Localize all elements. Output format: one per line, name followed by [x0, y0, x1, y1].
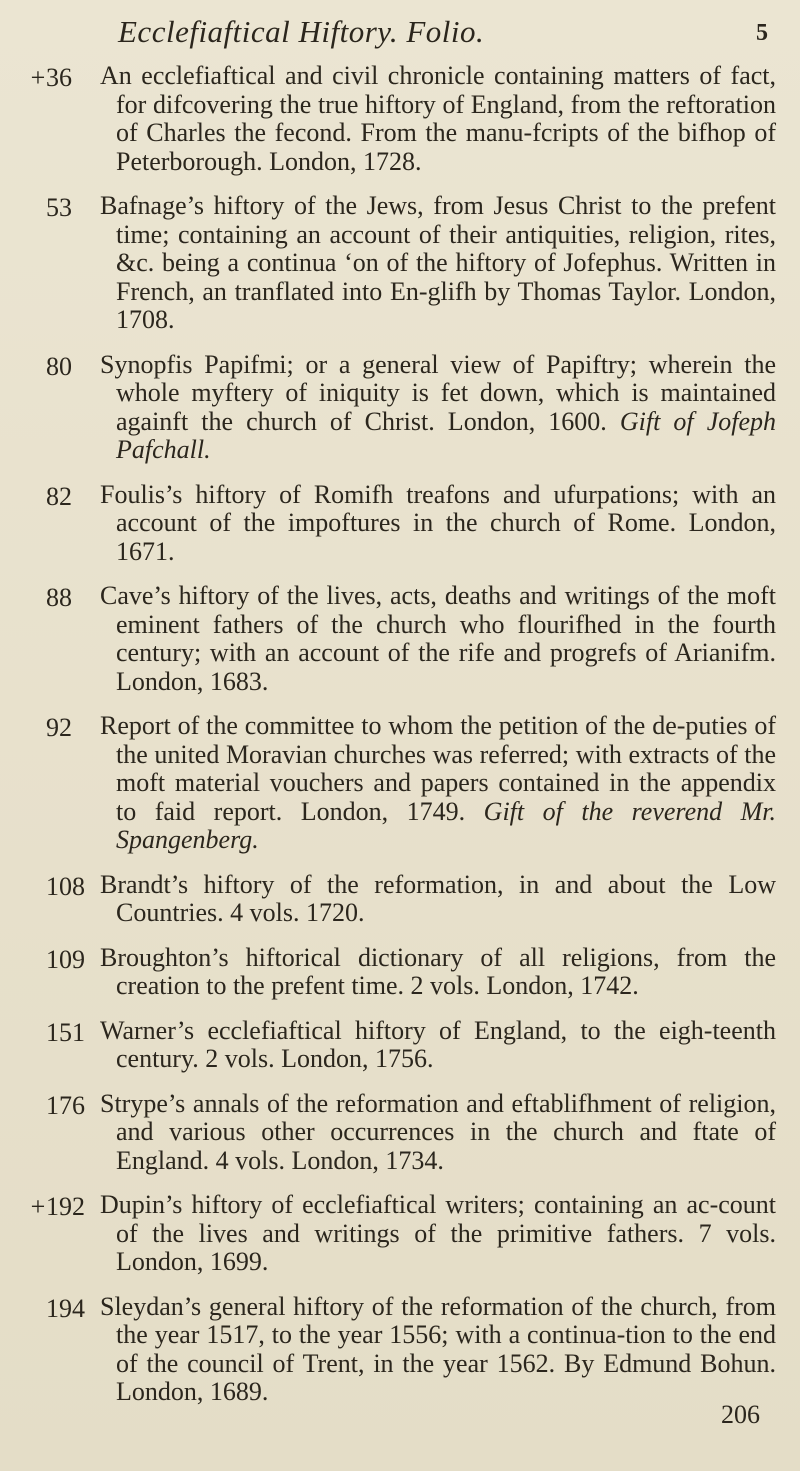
entry-text — [100, 1090, 776, 1176]
entry-description: Strype’s annals of the reformation and eftablifhment of religion, and various other occurrences in the church and ftate of England. 4 vols. London, 1734. — [100, 1088, 776, 1175]
entry-gift-note: Gift of Jofeph Pafchall. — [116, 406, 777, 464]
entry-text — [100, 1191, 776, 1277]
entry-text — [100, 1017, 776, 1074]
catalogue-entry — [0, 1090, 800, 1176]
entry-description: Brandt’s hiftory of the reformation, in and about the Low Countries. 4 vols. 1720. — [100, 869, 776, 927]
entry-number: 194 — [46, 1293, 85, 1323]
entry-number: 82 — [46, 481, 72, 511]
entry-text — [100, 1293, 776, 1407]
entry-description: An ecclefiaftical and civil chronicle containing matters of fact, for difcovering the true hiftory of England, from the reftoration of Charles the fecond. From the manu-fcripts of the bifhop of Peterborough. London, 1728. — [100, 61, 776, 176]
catalogue-entry — [0, 1191, 800, 1277]
entry-text — [100, 582, 776, 696]
entry-text — [100, 192, 776, 335]
entry-description: Broughton’s hiftorical dictionary of all religions, from the creation to the prefent time. 2 vols. London, 1742. — [100, 942, 776, 1000]
entry-number: 109 — [46, 944, 85, 974]
entry-description: Warner’s ecclefiaftical hiftory of England, to the eigh-teenth century. 2 vols. London, 1756. — [100, 1015, 776, 1073]
catalogue-entry — [0, 1293, 800, 1407]
catalogue-entry — [0, 1017, 800, 1074]
entry-text — [100, 871, 776, 928]
entry-number: 36 — [46, 63, 72, 92]
entry-number: 176 — [46, 1090, 85, 1120]
entry-mark: + — [30, 1192, 46, 1221]
entry-description: Cave’s hiftory of the lives, acts, deaths and writings of the moft eminent fathers of the church who flourifhed in the fourth century; with an account of the rife and progrefs of Arianifm. London, 1683. — [100, 581, 776, 696]
entry-gift-note: Gift of the reverend Mr. Spangenberg. — [116, 796, 777, 854]
entry-description: Foulis’s hiftory of Romifh treafons and ufurpations; with an account of the impoftures in the church of Rome. London, 1671. — [100, 479, 776, 566]
entry-description: Report of the committee to whom the petition of the de-puties of the united Moravian churches was referred; with extracts of the moft material vouchers and papers contained in the appendix to faid report. London, 1749. — [100, 711, 776, 826]
catchword: 206 — [721, 1400, 760, 1429]
entry-number: 92 — [46, 713, 72, 742]
entry-number: 192 — [46, 1192, 85, 1221]
catalogue-entries — [0, 62, 800, 1423]
catalogue-entry — [0, 481, 800, 567]
entry-description: Dupin’s hiftory of ecclefiaftical writers; containing an ac-count of the lives and writings of the primitive fathers. 7 vols. London, 1699. — [100, 1190, 776, 1276]
entry-text — [100, 351, 776, 465]
entry-number: 53 — [46, 193, 72, 222]
catalogue-entry — [0, 944, 800, 1001]
entry-description: Synopfis Papifmi; or a general view of Papiftry; wherein the whole myftery of iniquity is fet down, which is maintained againft the church of Christ. London, 1600. — [100, 349, 776, 436]
page-header — [0, 14, 800, 54]
entry-text — [100, 944, 776, 1001]
catalogue-entry — [0, 192, 800, 335]
catalogue-entry — [0, 871, 800, 928]
entry-number: 88 — [46, 583, 72, 612]
page-number: 5 — [756, 20, 768, 46]
entry-description: Sleydan’s general hiftory of the reformation of the church, from the year 1517, to the year 1556; with a continua-tion to the end of the council of Trent, in the year 1562. By Edmund Bohun. London, 1689. — [100, 1291, 776, 1406]
running-head: Ecclefiaftical Hiftory. Folio. — [118, 14, 485, 49]
entry-mark: + — [30, 63, 46, 92]
entry-text — [100, 712, 776, 855]
entry-description: Bafnage’s hiftory of the Jews, from Jesus Christ to the prefent time; containing an account of their antiquities, religion, rites, &c. being a continua ‘on of the hiftory of Jofephus. Written in French, an tranflated into En-glifh by Thomas Taylor. London, 1708. — [100, 191, 776, 334]
catalogue-entry — [0, 62, 800, 176]
entry-number: 80 — [46, 351, 72, 381]
entry-text — [100, 481, 776, 567]
catalogue-entry — [0, 712, 800, 855]
entry-number: 108 — [46, 871, 85, 901]
catalogue-entry — [0, 351, 800, 465]
entry-text — [100, 62, 776, 176]
catalogue-entry — [0, 582, 800, 696]
entry-number: 151 — [46, 1017, 85, 1047]
